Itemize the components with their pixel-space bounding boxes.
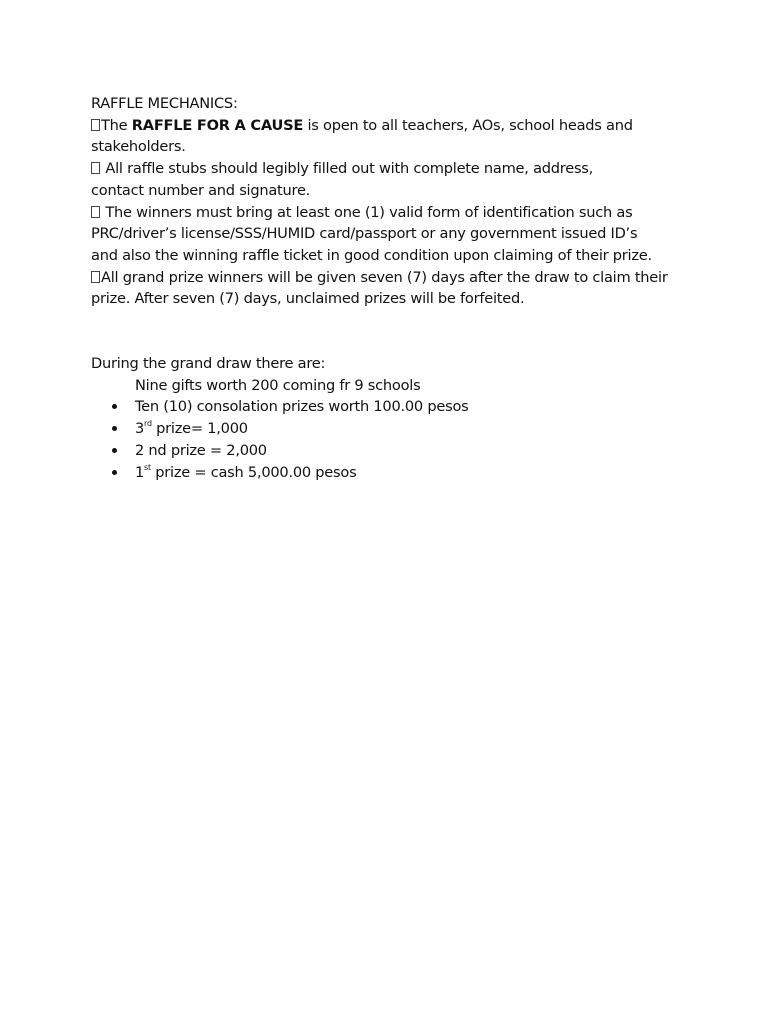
missing-glyph-icon	[91, 119, 100, 131]
rule-4-line-2: prize. After seven (7) days, unclaimed prizes will be forfeited.	[91, 290, 525, 308]
list-item: Ten (10) consolation prizes worth 100.00 pesos	[91, 396, 691, 418]
rule-3-line-3: and also the winning raffle ticket in good condition upon claiming of their prize.	[91, 246, 652, 264]
missing-glyph-icon	[91, 162, 100, 174]
paragraph-gap	[91, 310, 691, 353]
bullet-icon	[112, 404, 117, 409]
rule-1-line-1: The RAFFLE FOR A CAUSE is open to all teachers, AOs, school heads and	[91, 115, 691, 137]
raffle-name: RAFFLE FOR A CAUSE	[131, 116, 304, 134]
missing-glyph-icon	[91, 206, 100, 218]
mechanics-heading: RAFFLE MECHANICS:	[91, 95, 238, 112]
rule-2-line-1: All raffle stubs should legibly filled out with complete name, address,	[91, 158, 691, 180]
bullet-icon	[112, 470, 117, 475]
rule-4-line-1: All grand prize winners will be given seven (7) days after the draw to claim their	[91, 267, 691, 289]
document-body	[91, 93, 691, 483]
list-item: 3rd prize= 1,000	[91, 418, 691, 440]
draw-first-item: Nine gifts worth 200 coming fr 9 schools	[135, 376, 421, 394]
draw-intro: During the grand draw there are:	[91, 355, 326, 373]
rule-3-line-2: PRC/driver’s license/SSS/HUMID card/passport or any government issued ID’s	[91, 225, 638, 243]
missing-glyph-icon	[91, 271, 100, 283]
rule-3-line-1: The winners must bring at least one (1) valid form of identification such as	[91, 202, 691, 224]
list-item: 1st prize = cash 5,000.00 pesos	[91, 462, 691, 484]
list-item: 2 nd prize = 2,000	[91, 440, 691, 462]
prize-list	[91, 396, 691, 483]
bullet-icon	[112, 448, 117, 453]
rule-2-line-2: contact number and signature.	[91, 181, 311, 199]
rule-1-line-2: stakeholders.	[91, 138, 186, 156]
bullet-icon	[112, 426, 117, 431]
